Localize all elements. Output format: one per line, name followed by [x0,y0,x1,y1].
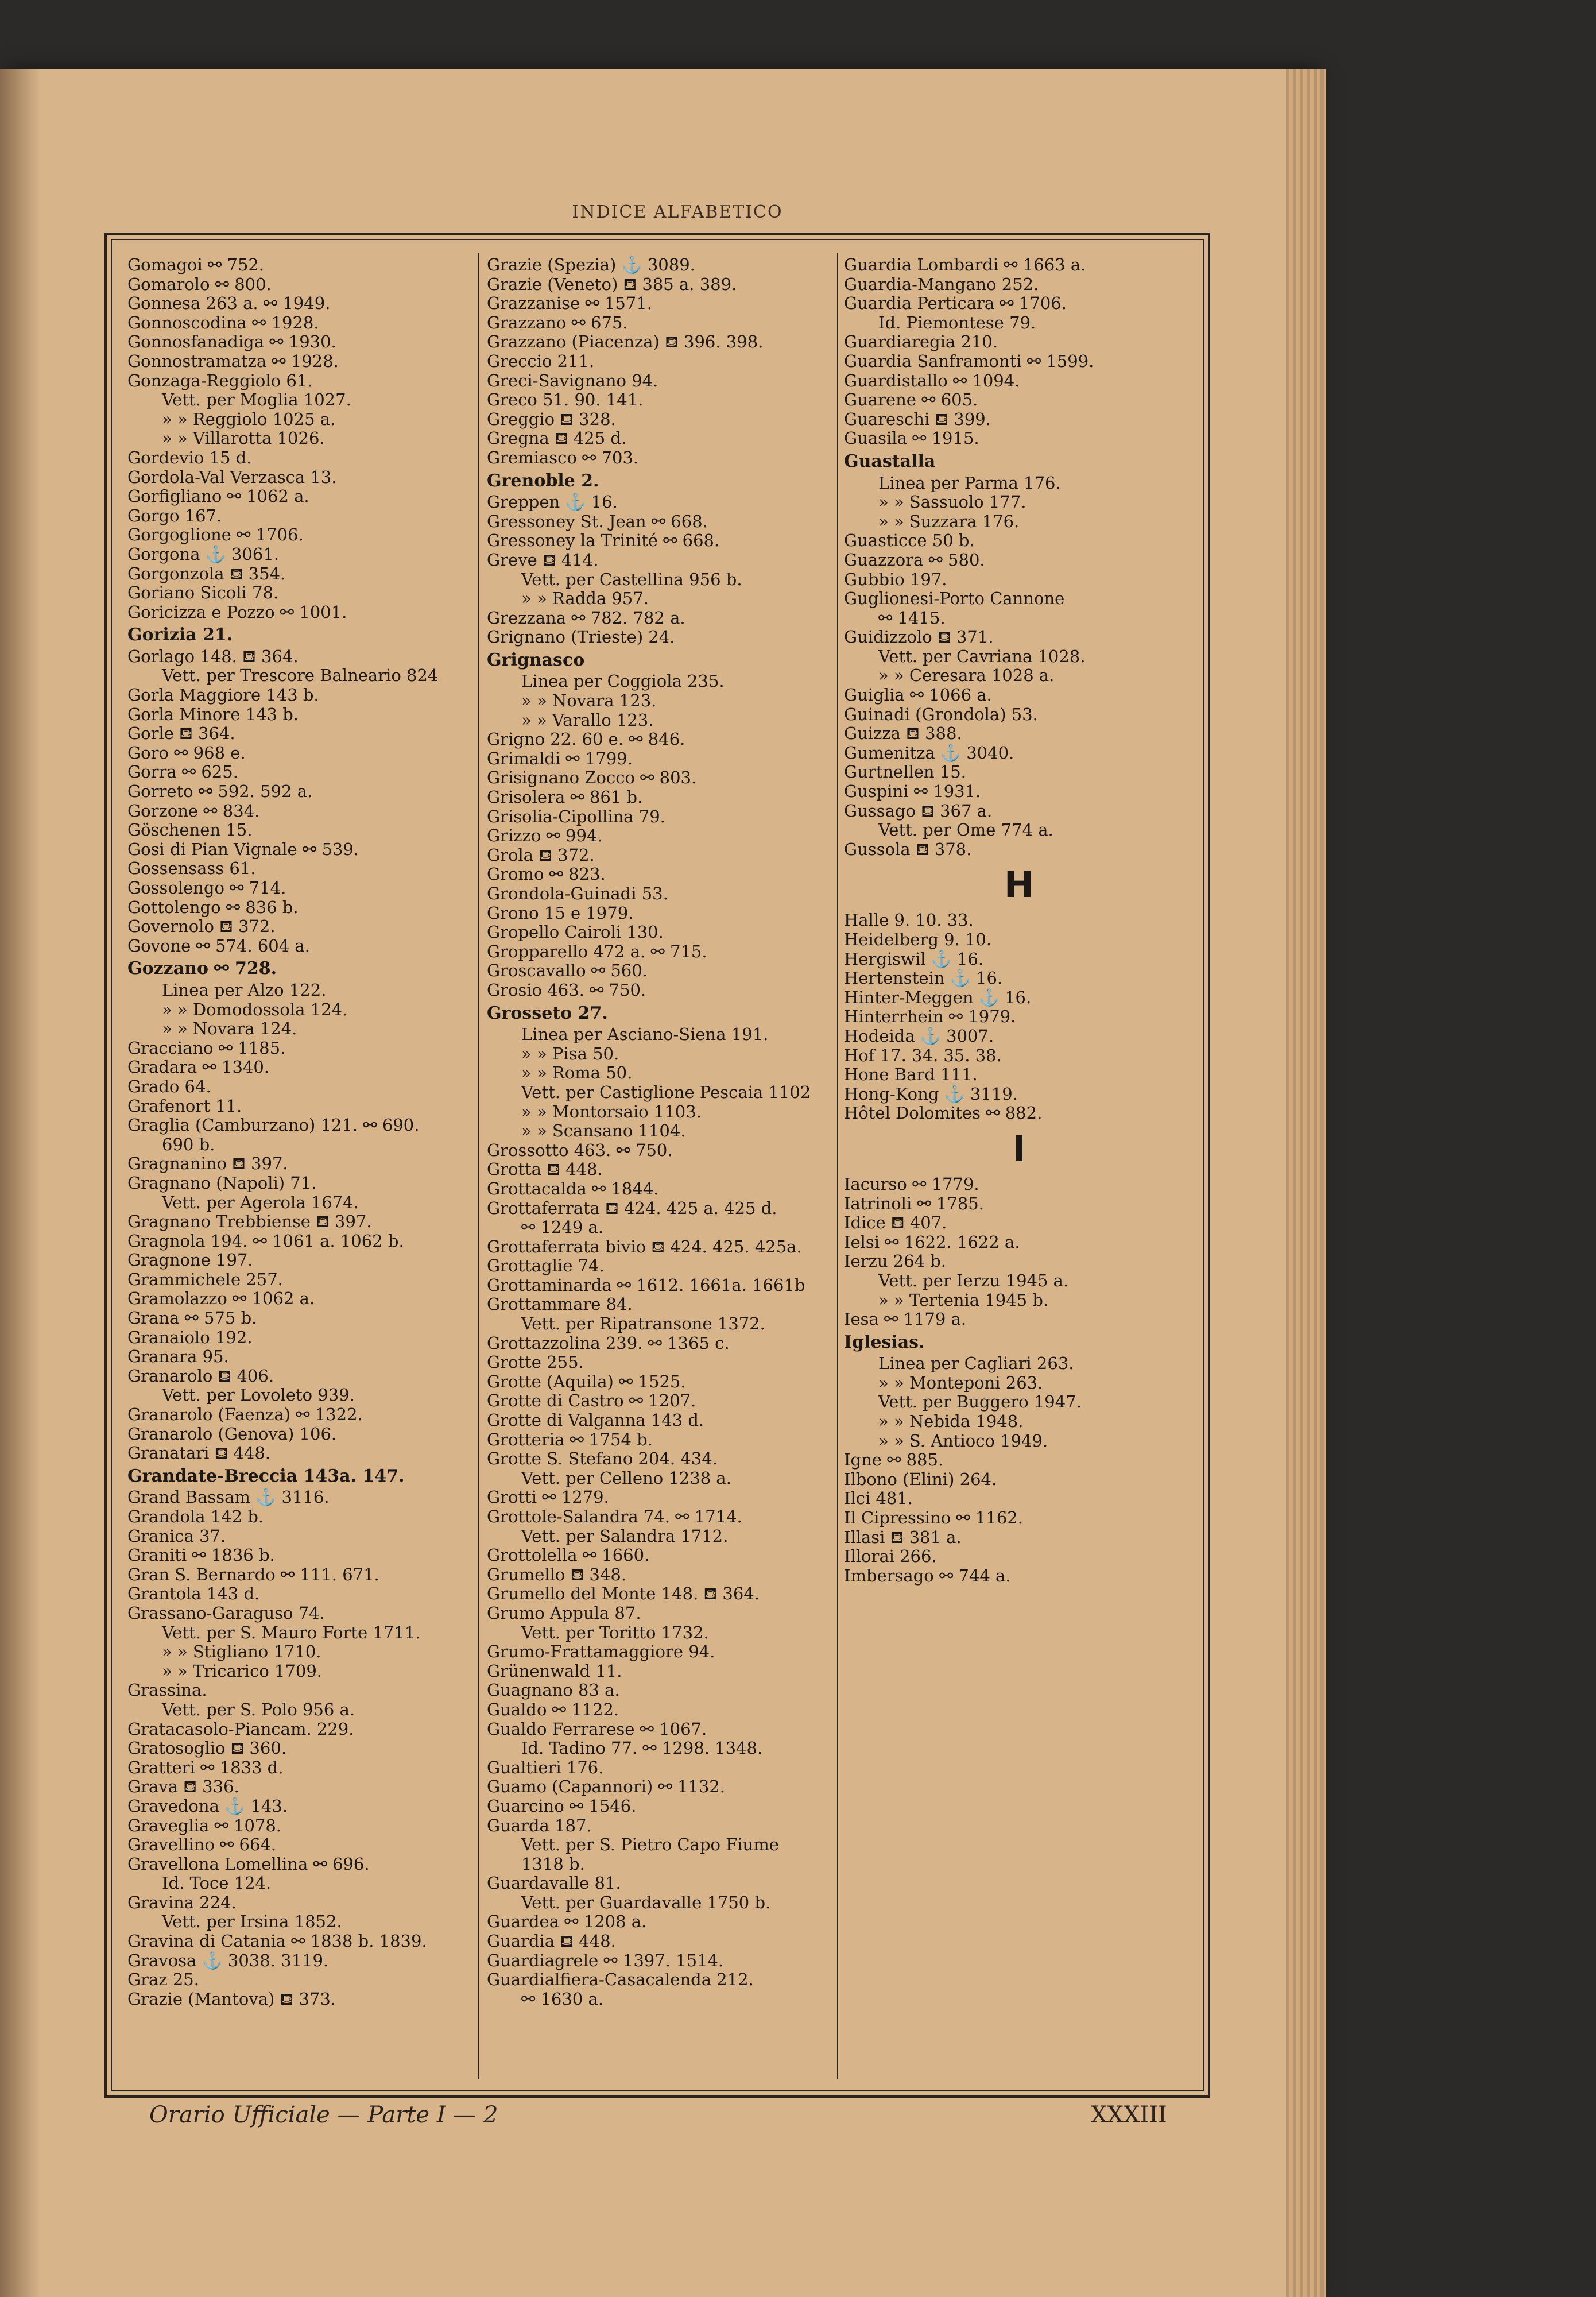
index-entry: Gratacasolo-Piancam. 229. [127,1719,354,1739]
index-entry: Grotte di Valganna 143 d. [487,1410,704,1430]
index-entry: Vett. per Ierzu 1945 a. [878,1270,1069,1290]
index-entry: Grosio 463. ⚯ 750. [487,980,646,1000]
index-entry: Il Cipressino ⚯ 1162. [844,1508,1023,1528]
index-entry: Grumo-Frattamaggiore 94. [487,1642,715,1662]
index-entry: Gregna ⛾ 425 d. [487,428,627,448]
index-entry: Grossotto 463. ⚯ 750. [487,1140,673,1160]
index-entry: Id. Piemontese 79. [878,312,1036,332]
index-entry: Guspini ⚯ 1931. [844,782,981,802]
index-entry: Gorgo 167. [127,505,222,525]
index-entry: Gorfigliano ⚯ 1062 a. [127,486,309,506]
index-entry: Gradara ⚯ 1340. [127,1057,270,1077]
index-entry: Hone Bard 111. [844,1065,978,1085]
index-entry: Gonnoscodina ⚯ 1928. [127,312,319,332]
index-entry: Gossensass 61. [127,859,256,879]
index-entry: » » Tricarico 1709. [162,1661,323,1681]
index-entry: Grottolella ⚯ 1660. [487,1545,650,1565]
index-entry: Gorzone ⚯ 834. [127,801,260,821]
index-entry: Grassano-Garaguso 74. [127,1603,325,1623]
index-entry: Guagnano 83 a. [487,1680,620,1700]
index-entry: Gorgona ⚓ 3061. [127,544,280,564]
index-entry: Gratosoglio ⛾ 360. [127,1738,287,1758]
index-entry: » » Ceresara 1028 a. [878,666,1055,686]
index-entry: Vett. per Irsina 1852. [162,1912,342,1932]
index-entry: Guiglia ⚯ 1066 a. [844,685,992,705]
index-entry: » » Nebida 1948. [878,1412,1024,1432]
index-entry: Grazzano ⚯ 675. [487,312,628,332]
index-entry: Hong-Kong ⚓ 3119. [844,1084,1018,1104]
index-entry: Gressoney St. Jean ⚯ 668. [487,511,708,531]
index-entry: Gorgoglione ⚯ 1706. [127,525,304,545]
index-entry: Gussago ⛾ 367 a. [844,801,993,821]
index-entry: Guardia Sanframonti ⚯ 1599. [844,351,1094,371]
index-entry: Graglia (Camburzano) 121. ⚯ 690. [127,1115,420,1135]
index-entry: ⚯ 1415. [878,608,946,628]
index-entry: Groscavallo ⚯ 560. [487,961,648,981]
index-entry: » » Stigliano 1710. [162,1642,321,1662]
index-entry: Hinter-Meggen ⚓ 16. [844,987,1032,1007]
index-entry: Gossolengo ⚯ 714. [127,878,286,898]
index-entry: Guardia Perticara ⚯ 1706. [844,293,1067,314]
index-entry: Gonnostramatza ⚯ 1928. [127,351,339,371]
index-entry: Gremiasco ⚯ 703. [487,447,639,467]
page-edge [1286,69,1326,2297]
index-entry: Grumello ⛾ 348. [487,1564,627,1584]
index-entry: Granatari ⛾ 448. [127,1443,271,1463]
index-entry: Id. Toce 124. [162,1873,272,1893]
index-entry: Gravellino ⚯ 664. [127,1835,277,1855]
index-entry: Guidizzolo ⛾ 371. [844,627,994,647]
index-column-1 [127,256,472,2082]
index-entry: Guasticce 50 b. [844,531,975,551]
index-heading: Guastalla [844,451,936,471]
index-entry: Halle 9. 10. 33. [844,910,974,930]
index-entry: Guardavalle 81. [487,1873,621,1893]
index-entry: Greggio ⛾ 328. [487,409,616,429]
index-entry: Granica 37. [127,1526,226,1546]
index-entry: Gonnosfanadiga ⚯ 1930. [127,332,336,352]
index-entry: Grazie (Mantova) ⛾ 373. [127,1989,336,2009]
index-entry: » » Montorsaio 1103. [521,1101,702,1122]
index-entry: Iatrinoli ⚯ 1785. [844,1193,984,1213]
index-entry: » » Monteponi 263. [878,1372,1043,1393]
column-rule [837,253,838,2079]
index-entry: Gramolazzo ⚯ 1062 a. [127,1289,315,1309]
index-entry: Goriano Sicoli 78. [127,583,279,603]
index-entry: Grotti ⚯ 1279. [487,1487,609,1507]
index-heading: Iglesias. [844,1332,925,1352]
index-entry: Vett. per Toritto 1732. [521,1622,709,1642]
index-entry: Grottaglie 74. [487,1256,605,1276]
index-entry: Guamo (Capannori) ⚯ 1132. [487,1777,725,1797]
index-entry: Guglionesi-Porto Cannone [844,589,1065,609]
index-entry: Gorgonzola ⛾ 354. [127,563,286,583]
index-entry: » » Tertenia 1945 b. [878,1290,1049,1310]
index-entry: Grumo Appula 87. [487,1603,641,1623]
index-heading: Gorizia 21. [127,625,233,645]
index-entry: Guareschi ⛾ 399. [844,409,991,429]
index-entry: Hôtel Dolomites ⚯ 882. [844,1103,1043,1123]
index-entry: » » S. Antioco 1949. [878,1430,1048,1451]
index-entry: Grisolia-Cipollina 79. [487,806,665,826]
running-head: INDICE ALFABETICO [572,202,783,222]
index-entry: Grazie (Veneto) ⛾ 385 a. 389. [487,274,737,294]
index-entry: Guarene ⚯ 605. [844,390,978,410]
index-entry: Ilbono (Elini) 264. [844,1469,997,1489]
index-entry: Vett. per Salandra 1712. [521,1526,729,1546]
index-entry: Vett. per Castiglione Pescaia 1102 [521,1082,811,1102]
index-entry: Vett. per S. Pietro Capo Fiume [521,1835,779,1855]
index-entry: Grottaferrata bivio ⛾ 424. 425. 425a. [487,1236,802,1256]
index-entry: Linea per Alzo 122. [162,980,327,1000]
index-entry: Granara 95. [127,1347,229,1367]
index-entry: » » Suzzara 176. [878,511,1020,531]
index-entry: Vett. per S. Polo 956 a. [162,1699,355,1719]
index-entry: Grafenort 11. [127,1096,242,1116]
index-entry: Hinterrhein ⚯ 1979. [844,1007,1016,1027]
index-entry: Heidelberg 9. 10. [844,930,992,949]
index-entry: Grado 64. [127,1076,211,1096]
index-entry: Grottaminarda ⚯ 1612. 1661a. 1661b [487,1275,805,1295]
index-entry: » » Pisa 50. [521,1043,619,1064]
index-entry: Guazzora ⚯ 580. [844,550,985,570]
index-entry: Gravedona ⚓ 143. [127,1796,288,1816]
index-entry: Gragnano Trebbiense ⛾ 397. [127,1212,372,1232]
index-entry: Guardea ⚯ 1208 a. [487,1912,647,1932]
index-heading: Grosseto 27. [487,1003,608,1023]
index-entry: Goro ⚯ 968 e. [127,743,246,763]
index-entry: Vett. per Ome 774 a. [878,820,1053,840]
index-entry: Vett. per Cavriana 1028. [878,646,1086,666]
index-entry: » » Novara 124. [162,1019,297,1039]
index-entry: Iacurso ⚯ 1779. [844,1174,979,1194]
index-entry: Guizza ⛾ 388. [844,724,962,744]
index-heading: Grenoble 2. [487,470,599,491]
index-entry: Gragnanino ⛾ 397. [127,1154,288,1174]
index-entry: Gravosa ⚓ 3038. 3119. [127,1950,329,1970]
index-entry: Greco 51. 90. 141. [487,390,644,410]
index-entry: Vett. per Agerola 1674. [162,1192,359,1212]
index-entry: Vett. per Castellina 956 b. [521,569,742,589]
index-entry: Igne ⚯ 885. [844,1450,944,1470]
index-entry: Hertenstein ⚓ 16. [844,968,1003,988]
index-entry: Gottolengo ⚯ 836 b. [127,897,299,917]
index-entry: Gorla Maggiore 143 b. [127,685,319,705]
index-entry: Grotte di Castro ⚯ 1207. [487,1391,696,1411]
index-entry: Gomagoi ⚯ 752. [127,256,265,274]
index-entry: Gromo ⚯ 823. [487,864,606,884]
index-entry: Grazzano (Piacenza) ⛾ 396. 398. [487,332,764,352]
index-entry: Gonzaga-Reggiolo 61. [127,370,313,390]
index-entry: Grottole-Salandra 74. ⚯ 1714. [487,1507,742,1526]
index-entry: Linea per Cagliari 263. [878,1354,1074,1374]
index-entry: Goricizza e Pozzo ⚯ 1001. [127,602,347,622]
index-entry: Gosi di Pian Vignale ⚯ 539. [127,839,359,859]
section-letter: H [1004,864,1034,906]
index-entry: Grono 15 e 1979. [487,903,634,923]
index-entry: Gualdo ⚯ 1122. [487,1699,619,1719]
index-entry: » » Radda 957. [521,589,649,609]
index-entry: » » Roma 50. [521,1063,633,1083]
index-entry: Gropparello 472 a. ⚯ 715. [487,941,707,961]
index-entry: Gorla Minore 143 b. [127,704,299,724]
index-entry: Gratteri ⚯ 1833 d. [127,1757,284,1777]
index-entry: Gorlago 148. ⛾ 364. [127,646,299,666]
index-entry: Ierzu 264 b. [844,1251,947,1271]
index-entry: Grazzanise ⚯ 1571. [487,293,652,314]
index-entry: Ilci 481. [844,1488,913,1509]
index-column-3 [844,256,1194,2082]
index-entry: Linea per Parma 176. [878,473,1061,493]
index-entry: Grana ⚯ 575 b. [127,1308,257,1328]
index-entry: Vett. per Guardavalle 1750 b. [521,1892,771,1912]
index-entry: Grondola-Guinadi 53. [487,884,668,903]
index-entry: Gran S. Bernardo ⚯ 111. 671. [127,1564,379,1584]
index-entry: Hof 17. 34. 35. 38. [844,1045,1002,1065]
index-entry: Gordola-Val Verzasca 13. [127,467,337,487]
index-entry: Id. Tadino 77. ⚯ 1298. 1348. [521,1738,763,1758]
index-column-2 [487,256,837,2082]
index-entry: Gracciano ⚯ 1185. [127,1038,286,1058]
index-entry: Governolo ⛾ 372. [127,917,276,937]
index-entry: ⚯ 1249 a. [521,1217,604,1238]
footer-title: Orario Ufficiale — Parte I — 2 [149,2102,498,2128]
index-entry: Illorai 266. [844,1546,937,1567]
index-entry: Grottammare 84. [487,1294,633,1314]
index-entry: Greppen ⚓ 16. [487,492,618,512]
index-entry: » » Sassuolo 177. [878,492,1026,512]
index-entry: Gravina di Catania ⚯ 1838 b. 1839. [127,1931,427,1951]
index-entry: Gurtnellen 15. [844,762,966,782]
index-entry: Guardialfiera-Casacalenda 212. [487,1970,754,1990]
index-entry: Gorreto ⚯ 592. 592 a. [127,782,313,802]
index-entry: Linea per Coggiola 235. [521,671,725,691]
index-entry: Gumenitza ⚓ 3040. [844,743,1014,763]
index-entry: Guardia ⛾ 448. [487,1931,616,1951]
index-entry: Grotte (Aquila) ⚯ 1525. [487,1371,686,1391]
index-entry: Grottacalda ⚯ 1844. [487,1178,659,1198]
index-entry: Guardiaregia 210. [844,332,998,352]
index-entry: » » Scansano 1104. [521,1121,686,1141]
index-entry: Greci-Savignano 94. [487,370,658,390]
index-entry: Grigno 22. 60 e. ⚯ 846. [487,729,685,749]
index-entry: Gualtieri 176. [487,1757,604,1777]
index-entry: Granaiolo 192. [127,1327,253,1347]
index-entry: Grottaferrata ⛾ 424. 425 a. 425 d. [487,1198,777,1218]
index-entry: Vett. per Ripatransone 1372. [521,1314,765,1334]
index-entry: Gordevio 15 d. [127,447,252,467]
index-entry: Graniti ⚯ 1836 b. [127,1545,275,1565]
index-entry: Linea per Asciano-Siena 191. [521,1024,769,1045]
index-entry: Vett. per S. Mauro Forte 1711. [162,1622,421,1642]
page-number: XXXIII [1091,2102,1167,2128]
index-entry: Idice ⛾ 407. [844,1213,947,1233]
column-rule [478,253,479,2079]
index-entry: Guardia Lombardi ⚯ 1663 a. [844,256,1086,274]
index-entry: Grantola 143 d. [127,1584,260,1604]
index-entry: Grünenwald 11. [487,1661,622,1681]
index-heading: Grandate-Breccia 143a. 147. [127,1465,405,1486]
index-entry: Gorra ⚯ 625. [127,762,238,782]
index-entry: Iesa ⚯ 1179 a. [844,1309,967,1329]
index-entry: Vett. per Buggero 1947. [878,1392,1082,1412]
index-entry: Guasila ⚯ 1915. [844,428,979,448]
index-entry: Granarolo (Faenza) ⚯ 1322. [127,1405,363,1425]
index-entry: 690 b. [162,1134,215,1154]
index-entry: Guinadi (Grondola) 53. [844,704,1038,724]
index-entry: Guardistallo ⚯ 1094. [844,370,1020,390]
index-entry: Grimaldi ⚯ 1799. [487,748,633,768]
index-entry: Gorle ⛾ 364. [127,724,235,744]
index-entry: » » Reggiolo 1025 a. [162,409,336,429]
index-entry: Gussola ⛾ 378. [844,839,972,859]
index-entry: Grisolera ⚯ 861 b. [487,787,643,807]
binding-gutter [0,69,40,2297]
index-entry: Grotte S. Stefano 204. 434. [487,1449,718,1469]
index-entry: Granarolo (Genova) 106. [127,1424,337,1444]
index-entry: Grandola 142 b. [127,1507,264,1526]
index-entry: Vett. per Lovoleto 939. [162,1385,355,1405]
index-entry: Imbersago ⚯ 744 a. [844,1565,1011,1586]
index-entry: Graz 25. [127,1970,199,1990]
index-entry: Gragnola 194. ⚯ 1061 a. 1062 b. [127,1231,404,1251]
index-heading: Gozzano ⚯ 728. [127,958,277,979]
index-entry: Gragnone 197. [127,1250,253,1270]
index-entry: Grand Bassam ⚓ 3116. [127,1487,330,1507]
index-entry: Hergiswil ⚓ 16. [844,949,984,969]
index-entry: Grammichele 257. [127,1269,283,1289]
index-entry: Guardiagrele ⚯ 1397. 1514. [487,1950,724,1970]
index-entry: Vett. per Celleno 1238 a. [521,1468,731,1488]
index-entry: Grazie (Spezia) ⚓ 3089. [487,256,695,274]
index-entry: » » Villarotta 1026. [162,428,325,448]
index-entry: Gubbio 197. [844,569,947,589]
index-entry: Grassina. [127,1680,207,1700]
index-entry: Gualdo Ferrarese ⚯ 1067. [487,1719,707,1739]
index-entry: Gomarolo ⚯ 800. [127,274,272,294]
index-entry: Grisignano Zocco ⚯ 803. [487,768,697,788]
index-entry: Gravina 224. [127,1892,237,1912]
index-entry: Grottazzolina 239. ⚯ 1365 c. [487,1333,730,1353]
index-entry: Ielsi ⚯ 1622. 1622 a. [844,1232,1020,1252]
index-entry: Grignano (Trieste) 24. [487,627,675,647]
index-entry: Granarolo ⛾ 406. [127,1366,274,1386]
index-entry: Hodeida ⚓ 3007. [844,1026,994,1046]
index-entry: Gragnano (Napoli) 71. [127,1173,317,1193]
index-entry: Gonnesa 263 a. ⚯ 1949. [127,293,331,314]
index-entry: » » Varallo 123. [521,710,654,730]
index-entry: Guarcino ⚯ 1546. [487,1796,637,1816]
index-entry: Gressoney la Trinité ⚯ 668. [487,531,720,551]
index-entry: ⚯ 1630 a. [521,1989,604,2009]
index-entry: Grotteria ⚯ 1754 b. [487,1429,653,1449]
index-entry: 1318 b. [521,1854,585,1874]
index-entry: Guardia-Mangano 252. [844,274,1039,294]
index-entry: » » Novara 123. [521,691,657,711]
index-entry: Gravellona Lomellina ⚯ 696. [127,1854,370,1874]
index-entry: Illasi ⛾ 381 a. [844,1527,962,1547]
index-entry: Greccio 211. [487,351,595,371]
index-entry: Guarda 187. [487,1815,592,1835]
index-entry: » » Domodossola 124. [162,999,348,1019]
index-entry: Grotta ⛾ 448. [487,1159,603,1180]
index-entry: Gropello Cairoli 130. [487,922,664,942]
index-entry: Graveglia ⚯ 1078. [127,1815,282,1835]
index-entry: Grizzo ⚯ 994. [487,826,603,846]
index-entry: Grumello del Monte 148. ⛾ 364. [487,1584,760,1604]
index-entry: Grava ⛾ 336. [127,1777,239,1797]
index-entry: Greve ⛾ 414. [487,550,599,570]
index-heading: Grignasco [487,649,585,670]
index-entry: Vett. per Trescore Balneario 824 [162,666,439,686]
section-letter: I [1012,1127,1026,1170]
index-entry: Grotte 255. [487,1352,584,1372]
index-entry: Govone ⚯ 574. 604 a. [127,935,310,956]
index-entry: Grezzana ⚯ 782. 782 a. [487,608,685,628]
index-entry: Göschenen 15. [127,820,253,840]
index-entry: Vett. per Moglia 1027. [162,390,351,410]
index-entry: Grola ⛾ 372. [487,845,595,865]
